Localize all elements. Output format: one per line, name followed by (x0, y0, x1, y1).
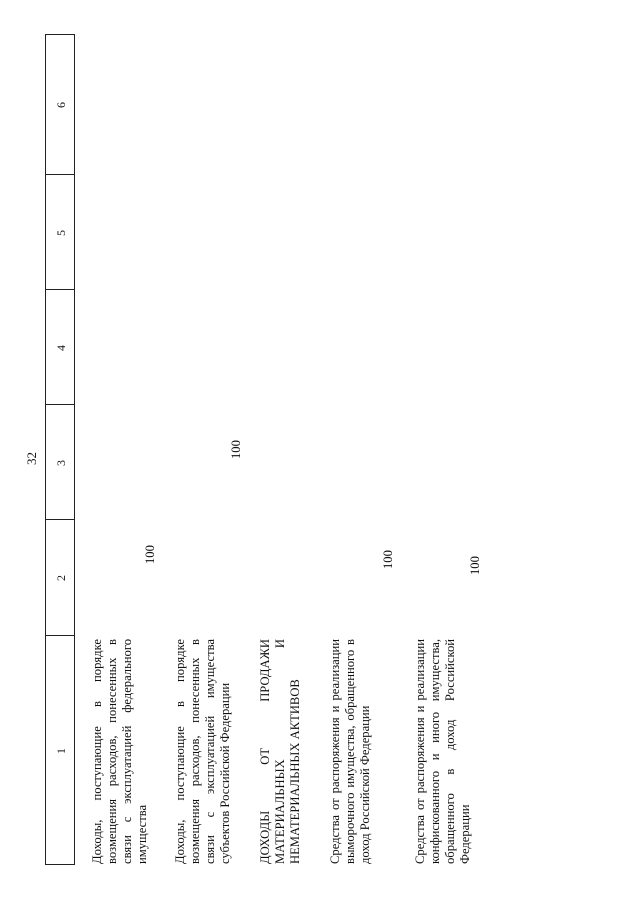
column-divider (45, 289, 75, 290)
page-number: 32 (24, 452, 39, 465)
table-header-bottom-border (74, 34, 75, 865)
row-value-col2: 100 (468, 556, 482, 575)
column-divider (45, 635, 75, 636)
column-number: 6 (54, 102, 68, 108)
column-divider (45, 174, 75, 175)
row-value-col3: 100 (229, 440, 243, 459)
row-label: Доходы, поступающие в порядке возмещения расходов, понесенных в связи с эксплуатацией имущества субъектов Российской Федерации (173, 639, 232, 864)
table-header (45, 34, 75, 865)
row-label: Средства от распоряжения и реализации конфискованного и иного имущества, обращенного в доход Российской Федерации (413, 639, 472, 864)
row-label: Средства от распоряжения и реализации выморочного имущества, обращенного в доход Российской Федерации (328, 639, 372, 864)
column-divider (45, 404, 75, 405)
row-value-col2: 100 (143, 545, 157, 564)
column-number: 5 (54, 230, 68, 236)
row-label: Доходы, поступающие в порядке возмещения расходов, понесенных в связи с эксплуатацией федерального имущества (90, 639, 149, 864)
column-number: 3 (54, 460, 68, 466)
column-divider (45, 519, 75, 520)
column-divider (45, 34, 75, 35)
table-top-border (45, 34, 46, 865)
row-value-col2: 100 (381, 550, 395, 569)
row-label: ДОХОДЫ ОТ ПРОДАЖИ МАТЕРИАЛЬНЫХ И НЕМАТЕРИАЛЬНЫХ АКТИВОВ (258, 639, 302, 864)
column-number: 1 (54, 748, 68, 754)
column-number: 4 (54, 345, 68, 351)
column-divider (45, 864, 75, 865)
column-number: 2 (54, 575, 68, 581)
